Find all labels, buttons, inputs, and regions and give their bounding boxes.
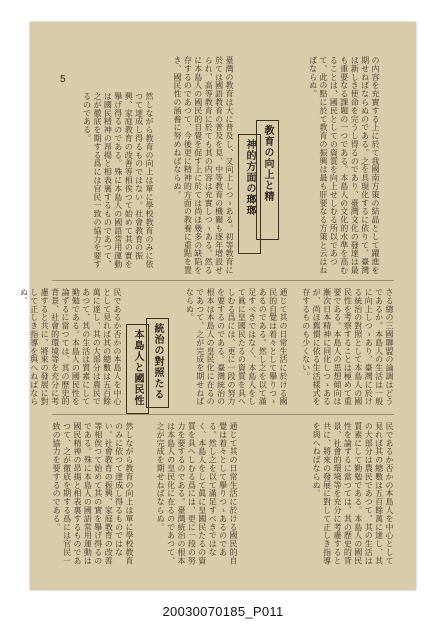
lower-body-left: 然しながら教育の向上は單に學校教育のみに依つて達成し得るものではない。社會教育の振興、家庭教育の改善等相俟つて始めて其の實を擧げ得るのである。殊に本島人の國語常用運動は國民精神の昂揚と相表裏するものであつて、之が徹底を期する爲には官民一致の協力を要するのである。 [52,422,134,565]
lower-body-right: 民であるか否かの本島人を中心として見れば其の總數は五百餘萬に達し、其の大部分は農民であつて、其の生活は質素にして勤勉である。本島人の國民性を論ずるに當つては、其の歷史的背景、社會的環境等を充分に考慮すると共に、將來の發展に對して正しき指導を與へねばならぬ。 [312,422,394,565]
bottom-heading-1: 統治の對照たる [146,318,169,408]
bottom-body-middle: 通じて其の日常生活に於ける國民的自覺は着々として擧りつゝあるのである。然し之を以て滿足すべきではなく、本島人をして眞に皇國民たるの資質を具へしむる爲には、更に一段の努力を要するのである。臺灣統治の根本は本島人の皇民化に在るのであつて、之が完成を期せねばならぬ。 [185,288,288,406]
bottom-body-left-top: 民であるか否かの本島人を中心として見れば其の總數は五百餘萬に達し、其の大部分は農民であつて、其の生活は質素にして勤勉である。本島人の國民性を論ずるに當つては、其の歷史的背景、社會的環境等を充分に考慮すると共に、將來の發展に對して正しき指導を與へねばならぬ。 [19,288,122,406]
top-heading-2: 神的方面の瑯瑯 [238,134,261,254]
page-number: 5 [60,74,66,85]
bottom-body-right: さる總の三國聯盟の論調はどうであるか。本島人の生活は一般に向上しつゝあり、臺灣に於ける統治の對照として本島人の國民性を考察することは極めて重要である。本島人の思想傾向は漸次日本精神に同化しつゝあるが、尚ほ舊慣に依る生活樣式を存するものも少くない。 [301,288,394,406]
bottom-heading-2: 本島人と國民性 [126,324,149,414]
image-caption: 20030070185_P011 [162,604,284,619]
top-body-middle: 臺灣の教育は大に普及し、又向上しつゝある。初等教育に於ては國語教育の普及を見、中等教育の機關も逐年增設せられ、高等教育に於ても其の内容は充實しつゝある。然るに本島人の國民的自覺を促す上に於ては尚ほ幾多の缺陷を存するのであつて、今後更に精神的方面の教養に重點を置き、國民性の涵養に努めねばならぬ。 [172,56,234,275]
top-body-right: の内容を充實する上に於て我國南方策の結晶として躍進を期せねばならぬのである。之を具現化するに依りて、臺灣は新しき使命を完うし得るのであり、臺灣文化の發達は最も重要なる課題の一つである。本島人の文化的水準を高むることは、國民としての資質を向上せしむる所以であつて、此の點に於て教育の振興は最も肝要なる方策と云はねばならぬ。 [308,56,380,275]
lower-body-middle: 通じて其の日常生活に於ける國民的自覺は着々として擧りつゝあるのである。然し之を以て滿足すべきではなく、本島人をして眞に皇國民たるの資質を具へしむる爲には、更に一段の努力を要するのである。臺灣統治の根本は本島人の皇民化に在るのであつて、之が完成を期せねばならぬ。 [156,422,238,565]
top-body-left: 然しながら教育の向上は單に學校教育のみに依つて達成し得るものではない。社會教育の振興、家庭教育の改善等相俟つて始めて其の實を擧げ得るのである。殊に本島人の國語常用運動は國民精神の昂揚と相表裏するものであつて、之が徹底を期する爲には官民一致の協力を要するのである。 [82,92,154,269]
top-heading-1: 教育の向上と精 [256,120,279,240]
section-divider-2 [52,414,394,415]
document-page [19,22,416,590]
section-divider-1 [52,280,394,281]
